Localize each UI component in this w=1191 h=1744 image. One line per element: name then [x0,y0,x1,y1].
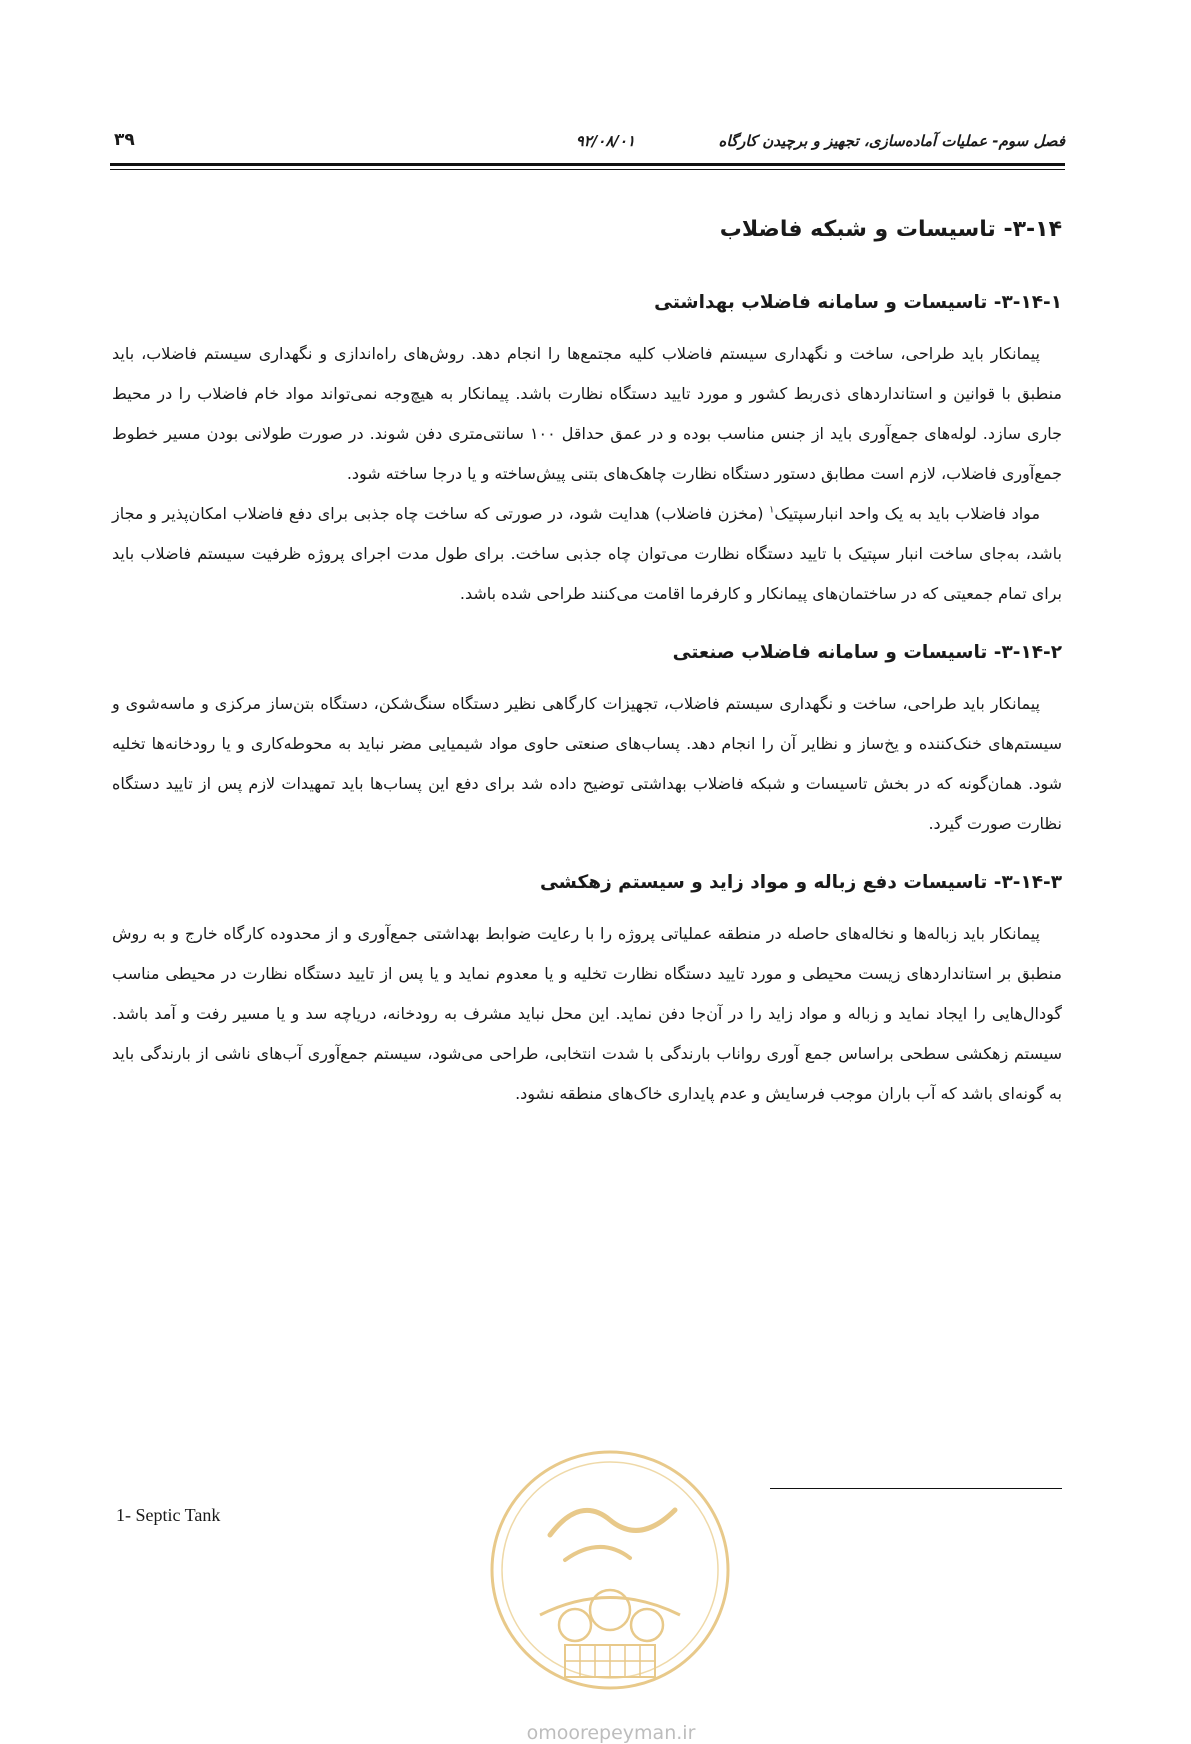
body-paragraph [112,494,1062,614]
header-rule-thin [110,169,1065,170]
section-title: ۳-۱۴- تاسیسات و شبکه فاضلاب [719,217,1062,242]
running-header [110,128,1065,154]
chapter-title: فصل سوم- عملیات آماده‌سازی، تجهیز و برچیدن کارگاه [718,132,1065,150]
body-paragraph: پیمانکار باید طراحی، ساخت و نگهداری سیستم فاضلاب، تجهیزات کارگاهی نظیر دستگاه سنگ‌شکن، دستگاه بتن‌ساز مرکزی و ماسه‌شوی و سیستم‌های خنک‌کننده و یخ‌ساز و نظایر آن را انجام دهد. پساب‌های صنعتی حاوی مواد شیمیایی مضر نباید به محوطه‌کاری و یا رودخانه‌ها تخلیه شود. همان‌گونه که در بخش تاسیسات و شبکه فاضلاب بهداشتی توضیح داده شد برای دفع این پساب‌ها باید تمهیدات لازم پس از تایید دستگاه نظارت صورت گیرد. [112,694,1062,833]
paragraph-text: (مخزن فاضلاب) هدایت شود، در صورتی که ساخت چاه جذبی برای دفع فاضلاب امکان‌پذیر و مجاز باشد، به‌جای ساخت انبار سپتیک با تایید دستگاه نظارت می‌توان چاه جذبی ساخت. برای طول مدت اجرای پروژه ظرفیت سیستم فاضلاب باید برای تمام جمعیتی که در ساختمان‌های پیمانکار و کارفرما اقامت می‌کنند طراحی شده باشد. [112,504,1062,603]
main-content [112,210,1062,1136]
footnote: 1- Septic Tank [116,1505,221,1525]
subsection-title: ۳-۱۴-۲- تاسیسات و سامانه فاضلاب صنعتی [672,642,1062,663]
subsection-title: ۳-۱۴-۱- تاسیسات و سامانه فاضلاب بهداشتی [654,292,1062,313]
subsection-title: ۳-۱۴-۳- تاسیسات دفع زباله و مواد زاید و سیستم زهکشی [539,872,1062,893]
body-paragraph: پیمانکار باید زباله‌ها و نخاله‌های حاصله در منطقه عملیاتی پروژه را با رعایت ضوابط بهداشتی جمع‌آوری و از محدوده کارگاه خارج و به روش منطبق بر استانداردهای زیست محیطی و مورد تایید دستگاه نظارت تخلیه و یا معدوم نماید و یا پس از تایید دستگاه نظارت در محیطی مناسب گودال‌هایی را ایجاد نماید و زباله و مواد زاید را در آن‌جا دفن نماید. این محل نباید مشرف به رودخانه، دریاچه سد و یا مسیر رفت و آمد باشد. سیستم زهکشی سطحی براساس جمع آوری رواناب بارندگی با شدت انتخابی، طراحی می‌شود، سیستم جمع‌آوری آب‌های ناشی از بارندگی باید به گونه‌ای باشد که آب باران موجب فرسایش و عدم پایداری خاک‌های منطقه نشود. [112,924,1062,1103]
subsection-industrial [112,636,1062,844]
body-paragraph: پیمانکار باید طراحی، ساخت و نگهداری سیستم فاضلاب کلیه مجتمع‌ها را انجام دهد. روش‌های راه‌اندازی و نگهداری سیستم فاضلاب، باید منطبق با قوانین و استانداردهای ذی‌ربط کشور و مورد تایید دستگاه نظارت باشد. پیمانکار به هیچ‌وجه نمی‌تواند مواد خام فاضلاب را در محیط جاری سازد. لوله‌های جمع‌آوری باید از جنس مناسب بوده و در عمق حداقل ۱۰۰ سانتی‌متری دفن شوند. در صورت طولانی بودن مسیر خطوط جمع‌آوری فاضلاب، لازم است مطابق دستور دستگاه نظارت چاهک‌های بتنی پیش‌ساخته و یا درجا ساخته شود. [112,344,1063,483]
revision-date: ۹۲/۰۸/۰۱ [575,132,635,150]
footnote-rule [770,1488,1062,1489]
header-rule [110,163,1065,166]
footnote-mark: ۱ [769,504,775,516]
watermark-url: omoorepeyman.ir [526,1722,696,1744]
page-number: ۳۹ [114,130,135,150]
watermark-seal-icon [480,1440,740,1710]
paragraph-text: مواد فاضلاب باید به یک واحد انبارسپتیک [774,504,1041,523]
subsection-sanitary [112,286,1062,614]
subsection-waste [112,866,1062,1114]
